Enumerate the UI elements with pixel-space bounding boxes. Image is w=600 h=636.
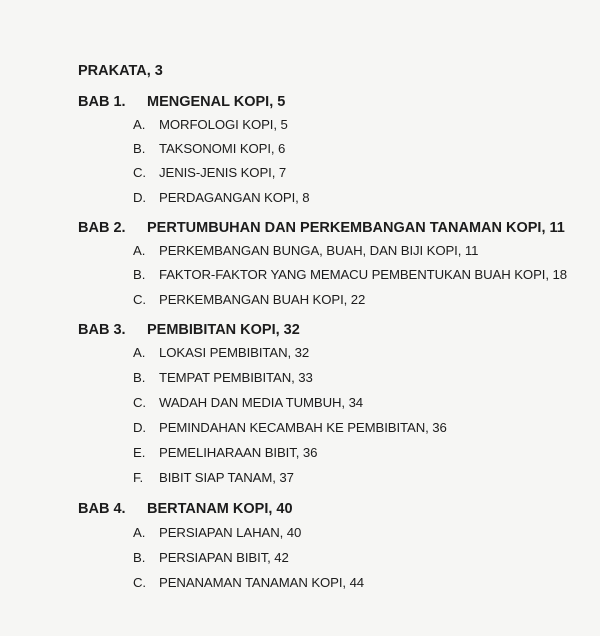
toc-item	[133, 443, 317, 463]
preface-entry: PRAKATA, 3	[78, 63, 163, 79]
item-text: LOKASI PEMBIBITAN, 32	[159, 345, 310, 360]
item-text: PERKEMBANGAN BUAH KOPI, 22	[159, 292, 366, 307]
item-text: PENANAMAN TANAMAN KOPI, 44	[159, 575, 365, 590]
item-letter: A.	[133, 345, 146, 360]
item-text: PERDAGANGAN KOPI, 8	[159, 190, 310, 205]
item-text: BIBIT SIAP TANAM, 37	[159, 470, 294, 485]
item-letter: B.	[133, 267, 146, 282]
item-text: PERSIAPAN LAHAN, 40	[159, 525, 302, 540]
toc-item	[133, 418, 447, 438]
chapter-heading	[78, 92, 285, 112]
toc-item	[133, 573, 364, 593]
chapter-number: BAB 3.	[78, 322, 126, 338]
item-letter: B.	[133, 550, 146, 565]
item-text: PERKEMBANGAN BUNGA, BUAH, DAN BIJI KOPI, 11	[159, 243, 479, 258]
toc-item	[133, 139, 285, 159]
item-letter: B.	[133, 141, 146, 156]
chapter-number: BAB 2.	[78, 220, 126, 236]
item-letter: C.	[133, 395, 146, 410]
chapter-number: BAB 1.	[78, 94, 126, 110]
item-letter: A.	[133, 117, 146, 132]
item-text: MORFOLOGI KOPI, 5	[159, 117, 288, 132]
toc-item	[133, 290, 365, 310]
toc-item	[133, 188, 310, 208]
toc-item	[133, 523, 301, 543]
chapter-title: PERTUMBUHAN DAN PERKEMBANGAN TANAMAN KOPI, 11	[147, 220, 565, 236]
item-text: TEMPAT PEMBIBITAN, 33	[159, 370, 313, 385]
toc-item	[133, 368, 313, 388]
item-text: WADAH DAN MEDIA TUMBUH, 34	[159, 395, 364, 410]
chapter-heading	[78, 218, 565, 238]
toc-item	[133, 241, 478, 261]
chapter-title: MENGENAL KOPI, 5	[147, 94, 286, 110]
item-text: JENIS-JENIS KOPI, 7	[159, 165, 287, 180]
item-letter: D.	[133, 420, 146, 435]
item-text: PEMELIHARAAN BIBIT, 36	[159, 445, 318, 460]
item-letter: D.	[133, 190, 146, 205]
item-letter: B.	[133, 370, 146, 385]
item-letter: C.	[133, 292, 146, 307]
item-text: PEMINDAHAN KECAMBAH KE PEMBIBITAN, 36	[159, 420, 447, 435]
item-letter: A.	[133, 525, 146, 540]
toc-item	[133, 548, 289, 568]
toc-item	[133, 115, 288, 135]
item-letter: E.	[133, 445, 146, 460]
chapter-title: BERTANAM KOPI, 40	[147, 501, 293, 517]
item-text: FAKTOR-FAKTOR YANG MEMACU PEMBENTUKAN BUAH KOPI, 18	[159, 267, 567, 282]
chapter-heading	[78, 499, 293, 519]
item-text: TAKSONOMI KOPI, 6	[159, 141, 286, 156]
chapter-heading	[78, 320, 300, 340]
toc-item	[133, 265, 567, 285]
item-letter: C.	[133, 165, 146, 180]
item-text: PERSIAPAN BIBIT, 42	[159, 550, 289, 565]
item-letter: A.	[133, 243, 146, 258]
item-letter: F.	[133, 470, 144, 485]
item-letter: C.	[133, 575, 146, 590]
toc-item	[133, 163, 286, 183]
toc-item	[133, 393, 363, 413]
toc-item	[133, 468, 294, 488]
toc-item	[133, 343, 309, 363]
chapter-number: BAB 4.	[78, 501, 126, 517]
chapter-title: PEMBIBITAN KOPI, 32	[147, 322, 300, 338]
